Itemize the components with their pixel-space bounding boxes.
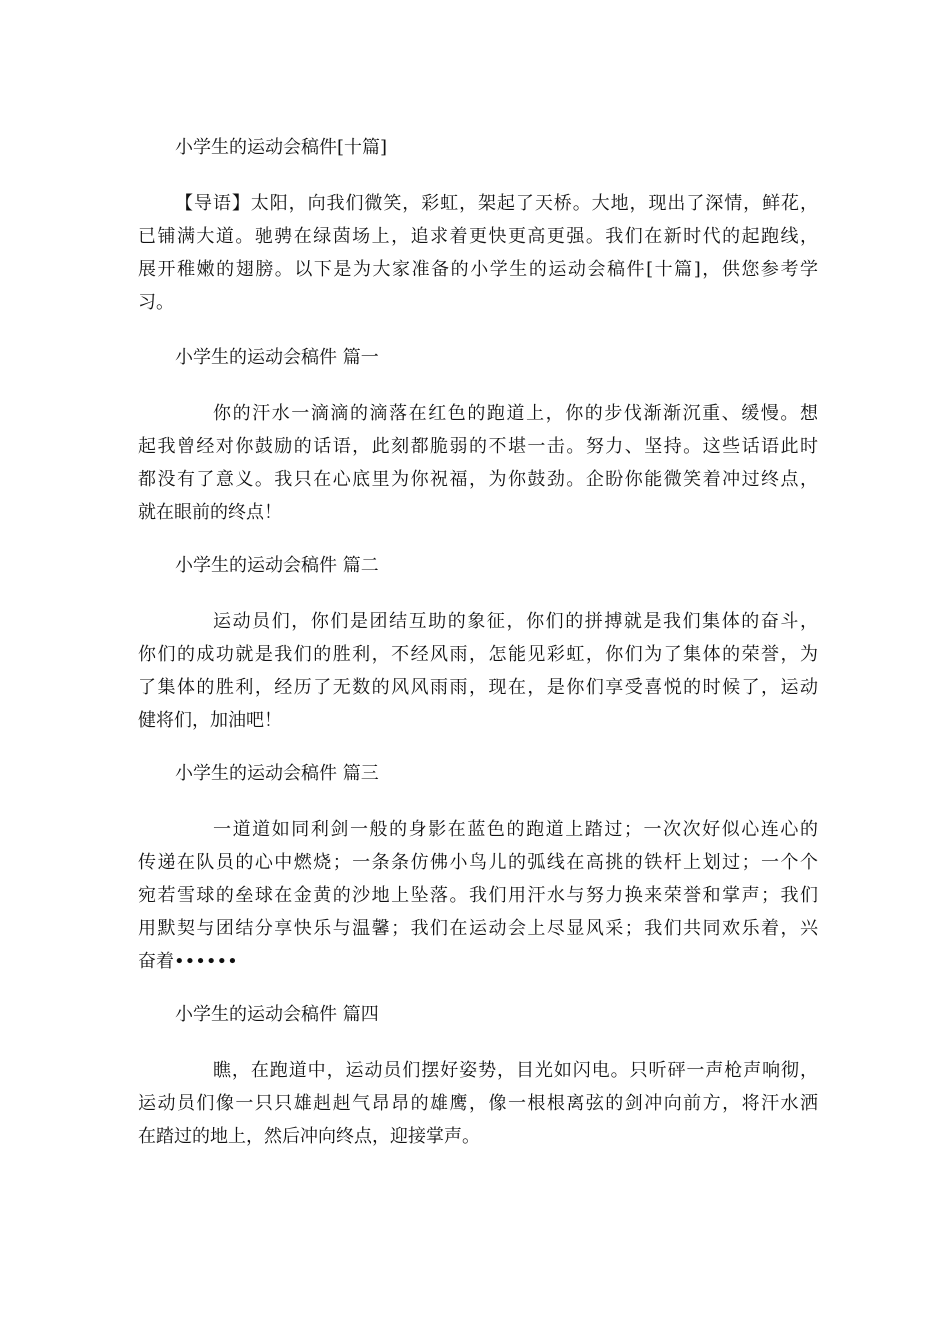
section-3-line: 一道道如同利剑一般的身影在蓝色的跑道上踏过；一次次好似心连心的 xyxy=(213,819,818,840)
intro-line: 【导语】太阳，向我们微笑，彩虹，架起了天桥。大地，现出了深情，鲜花， xyxy=(175,193,818,214)
section-2-line: 健将们，加油吧！ xyxy=(138,710,282,731)
section-2-line: 了集体的胜利，经历了无数的风风雨雨，现在，是你们享受喜悦的时候了，运动 xyxy=(138,677,818,698)
section-4-line: 运动员们像一只只雄赳赳气昂昂的雄鹰，像一根根离弦的剑冲向前方，将汗水洒 xyxy=(138,1093,818,1114)
section-heading-4: 小学生的运动会稿件 篇四 xyxy=(175,1004,379,1025)
section-2-line: 你们的成功就是我们的胜利，不经风雨，怎能见彩虹，你们为了集体的荣誉，为 xyxy=(138,644,818,665)
section-4-line: 在踏过的地上，然后冲向终点，迎接掌声。 xyxy=(138,1126,480,1147)
intro-line: 已铺满大道。驰骋在绿茵场上，追求着更快更高更强。我们在新时代的起跑线， xyxy=(138,226,818,247)
section-heading-3: 小学生的运动会稿件 篇三 xyxy=(175,763,379,784)
section-heading-2: 小学生的运动会稿件 篇二 xyxy=(175,555,379,576)
section-1-line: 你的汗水一滴滴的滴落在红色的跑道上，你的步伐渐渐沉重、缓慢。想 xyxy=(213,403,818,424)
section-1-line: 就在眼前的终点！ xyxy=(138,502,282,523)
section-3-line: 传递在队员的心中燃烧；一条条仿佛小鸟儿的弧线在高挑的铁杆上划过；一个个 xyxy=(138,852,818,873)
section-1-line: 起我曾经对你鼓励的话语，此刻都脆弱的不堪一击。努力、坚持。这些话语此时 xyxy=(138,436,818,457)
intro-line: 展开稚嫩的翅膀。以下是为大家准备的小学生的运动会稿件[十篇]，供您参考学 xyxy=(138,259,818,280)
document-title: 小学生的运动会稿件[十篇] xyxy=(175,137,388,158)
intro-line: 习。 xyxy=(138,292,174,313)
section-3-line: 奋着•••••• xyxy=(138,951,238,972)
section-1-line: 都没有了意义。我只在心底里为你祝福，为你鼓劲。企盼你能微笑着冲过终点， xyxy=(138,469,818,490)
section-4-line: 瞧，在跑道中，运动员们摆好姿势，目光如闪电。只听砰一声枪声响彻， xyxy=(213,1060,818,1081)
section-3-line: 宛若雪球的垒球在金黄的沙地上坠落。我们用汗水与努力换来荣誉和掌声；我们 xyxy=(138,885,818,906)
section-2-line: 运动员们，你们是团结互助的象征，你们的拼搏就是我们集体的奋斗， xyxy=(213,611,818,632)
section-3-line: 用默契与团结分享快乐与温馨；我们在运动会上尽显风采；我们共同欢乐着，兴 xyxy=(138,918,818,939)
section-heading-1: 小学生的运动会稿件 篇一 xyxy=(175,347,379,368)
